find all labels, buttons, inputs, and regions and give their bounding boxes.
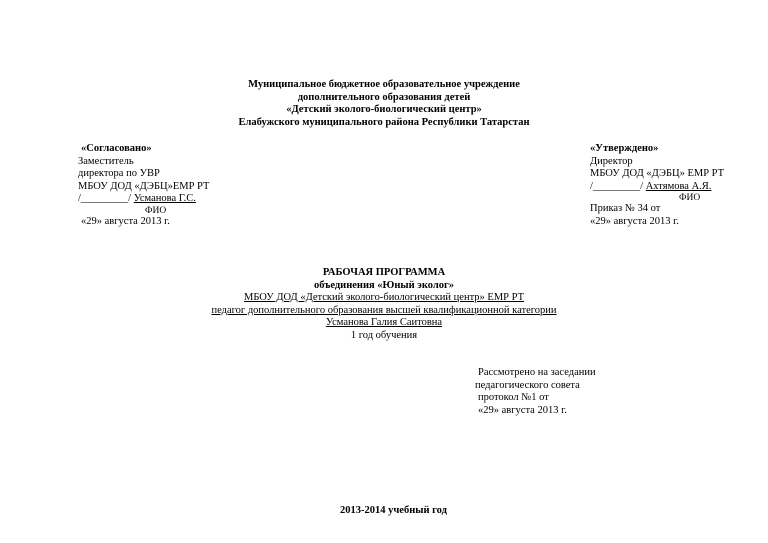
program-block [0, 267, 768, 342]
agreed-role-2: директора по УВР [78, 168, 160, 179]
approved-title: «Утверждено» [590, 143, 659, 154]
reviewed-block [475, 367, 596, 417]
academic-year-footer: 2013-2014 учебный год [340, 505, 447, 516]
agreed-role-1: Заместитель [78, 155, 134, 167]
reviewed-line-1: Рассмотрено на заседании [478, 367, 596, 378]
agreed-signature-line [78, 193, 209, 206]
reviewed-line-4: «29» августа 2013 г. [478, 404, 567, 416]
agreed-org: МБОУ ДОД «ДЭБЦ»ЕМР РТ [78, 180, 210, 192]
institution-header [0, 79, 768, 129]
program-title: РАБОЧАЯ ПРОГРАММА [322, 267, 446, 278]
program-year: 1 год обучения [350, 329, 418, 341]
program-org: МБОУ ДОД «Детский эколого-биологический центр» ЕМР РТ [243, 292, 525, 303]
reviewed-line-2: педагогического совета [475, 379, 580, 391]
agreed-fio-label: ФИО [145, 205, 167, 216]
header-line-3: «Детский эколого-биологический центр» [286, 104, 482, 115]
header-line-2: дополнительного образования детей [297, 91, 471, 103]
agreed-date: «29» августа 2013 г. [81, 215, 170, 227]
approved-date: «29» августа 2013 г. [590, 215, 679, 227]
agreed-sign-prefix: /_________/ [78, 193, 132, 204]
agreed-block [78, 143, 209, 228]
program-teacher-desc: педагог дополнительного образования высшей квалификационной категории [211, 304, 557, 316]
approved-name: Ахтямова А.Я. [645, 180, 712, 192]
approved-org: МБОУ ДОД «ДЭБЦ» ЕМР РТ [590, 168, 725, 179]
header-line-1: Муниципальное бюджетное образовательное учреждение [248, 79, 520, 90]
agreed-title: «Согласовано» [81, 143, 152, 154]
approved-block [590, 143, 724, 228]
approved-fio-label: ФИО [679, 193, 701, 203]
program-association: объединения «Юный эколог» [313, 279, 455, 291]
header-line-4: Елабужского муниципального района Республики Татарстан [238, 116, 530, 128]
program-teacher-name: Усманова Галия Саитовна [325, 317, 443, 328]
approved-order: Приказ № 34 от [590, 203, 661, 214]
approved-signature-line [590, 181, 724, 194]
approved-sign-prefix: /_________/ [590, 180, 644, 192]
agreed-name: Усманова Г.С. [133, 193, 196, 204]
approved-role: Директор [590, 155, 633, 167]
reviewed-line-3: протокол №1 от [478, 392, 549, 403]
